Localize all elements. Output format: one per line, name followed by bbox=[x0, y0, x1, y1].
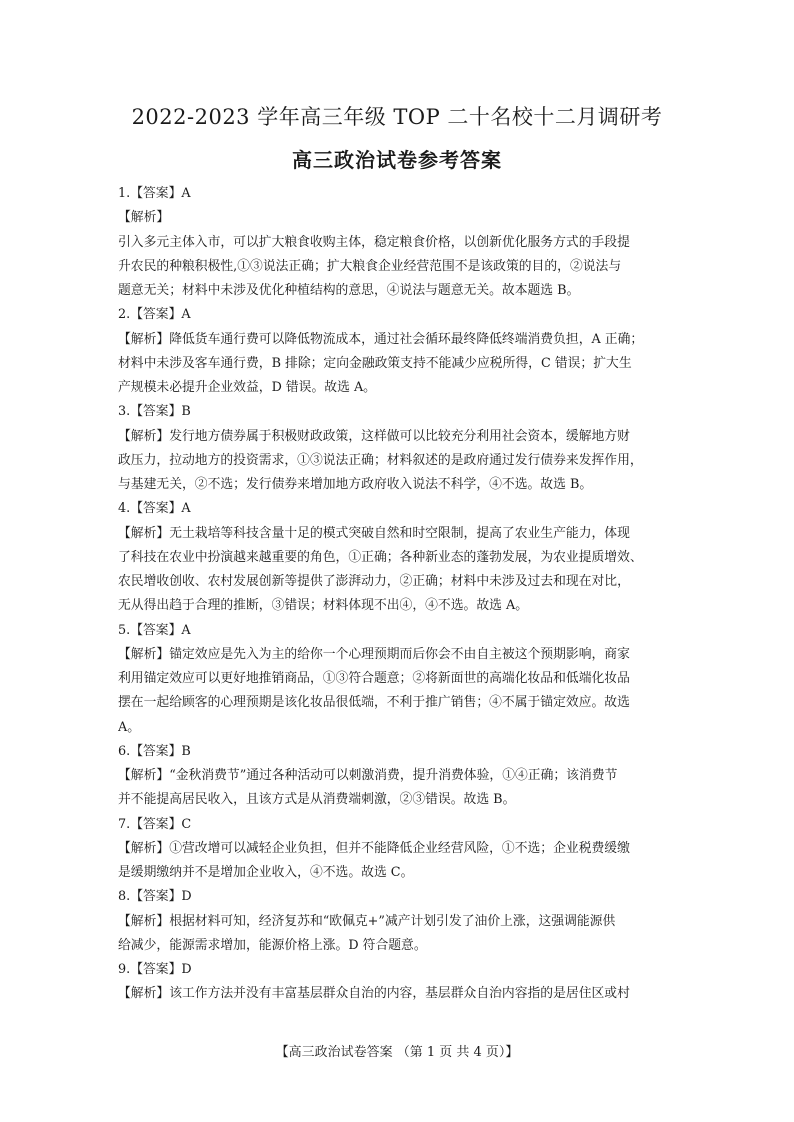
text-line: 政压力，拉动地方的投资需求，①③说法正确；材料叙述的是政府通过发行债券来发挥作用， bbox=[118, 452, 643, 468]
text-line: 2.【答案】A bbox=[118, 307, 191, 323]
document-title: 2022-2023 学年高三年级 TOP 二十名校十二月调研考 bbox=[131, 105, 663, 129]
text-line: 【解析】①营改增可以减轻企业负担，但并不能降低企业经营风险，①不选；企业税费缓缴 bbox=[118, 840, 630, 856]
text-line: 7.【答案】C bbox=[118, 816, 192, 832]
text-line: 无从得出趋于合理的推断，③错误；材料体现不出④，④不选。故选 A。 bbox=[118, 598, 529, 614]
text-line: A。 bbox=[118, 719, 141, 735]
text-line: 8.【答案】D bbox=[118, 889, 192, 905]
text-line: 摆在一起给顾客的心理预期是该化妆品很低端，不利于推广销售；④不属于锚定效应。故选 bbox=[118, 695, 630, 711]
text-line: 升农民的种粮积极性,①③说法正确；扩大粮食企业经营范围不是该政策的目的，②说法与 bbox=[118, 258, 622, 274]
text-line: 农民增收创收、农村发展创新等提供了澎湃动力，②正确；材料中未涉及过去和现在对比， bbox=[118, 574, 630, 589]
text-line: 【解析】“金秋消费节”通过各种活动可以刺激消费，提升消费体验，①④正确；该消费节 bbox=[118, 768, 618, 783]
text-line: 4.【答案】A bbox=[118, 501, 191, 517]
text-line: 产规模未必提升企业效益，D 错误。故选 A。 bbox=[118, 380, 376, 395]
text-line: 【解析】根据材料可知，经济复苏和“欧佩克+”减产计划引发了油价上涨，这强调能源供 bbox=[118, 913, 616, 929]
text-line: 与基建无关，②不选；发行债券来增加地方政府收入说法不科学，④不选。故选 B。 bbox=[118, 477, 593, 492]
text-line: 5.【答案】A bbox=[118, 622, 191, 638]
text-line: 6.【答案】B bbox=[118, 743, 191, 759]
answer-content bbox=[118, 182, 680, 1007]
text-line: 了科技在农业中扮演越来越重要的角色，①正确；各种新业态的蓬勃发展，为农业提质增效、 bbox=[118, 549, 643, 565]
text-line: 利用锚定效应可以更好地推销商品，①③符合题意；②将新面世的高端化妆品和低端化妆品 bbox=[118, 671, 630, 686]
text-line: 9.【答案】D bbox=[118, 962, 192, 977]
text-line: 【解析】 bbox=[118, 210, 170, 226]
text-line: 3.【答案】B bbox=[118, 404, 191, 420]
document-subtitle: 高三政治试卷参考答案 bbox=[292, 148, 502, 172]
text-line: 是缓期缴纳并不是增加企业收入，④不选。故选 C。 bbox=[118, 865, 414, 880]
text-line: 【解析】发行地方债券属于积极财政政策，这样做可以比较充分利用社会资本，缓解地方财 bbox=[118, 428, 630, 444]
text-line: 【解析】降低货车通行费可以降低物流成本，通过社会循环最终降低终端消费负担，A 正确； bbox=[118, 331, 644, 347]
text-line: 【解析】锚定效应是先入为主的给你一个心理预期而后你会不由自主被这个预期影响，商家 bbox=[118, 646, 630, 662]
page-footer: 【高三政治试卷答案 （第 1 页 共 4 页）】 bbox=[275, 1045, 519, 1060]
text-line: 引入多元主体入市，可以扩大粮食收购主体，稳定粮食价格，以创新优化服务方式的手段提 bbox=[118, 234, 630, 250]
text-line: 题意无关；材料中未涉及优化种植结构的意思，④说法与题意无关。故本题选 B。 bbox=[118, 283, 580, 298]
text-line: 【解析】该工作方法并没有丰富基层群众自治的内容，基层群众自治内容指的是居住区或村 bbox=[118, 986, 630, 1002]
text-line: 【解析】无土栽培等科技含量十足的模式突破自然和时空限制，提高了农业生产能力，体现 bbox=[118, 525, 630, 541]
text-line: 并不能提高居民收入，且该方式是从消费端刺激，②③错误。故选 B。 bbox=[118, 792, 516, 808]
text-line: 给减少，能源需求增加，能源价格上涨。D 符合题意。 bbox=[118, 937, 427, 953]
text-line: 材料中未涉及客车通行费，B 排除；定向金融政策支持不能减少应税所得，C 错误；扩大生 bbox=[118, 355, 632, 371]
text-line: 1.【答案】A bbox=[118, 186, 191, 201]
